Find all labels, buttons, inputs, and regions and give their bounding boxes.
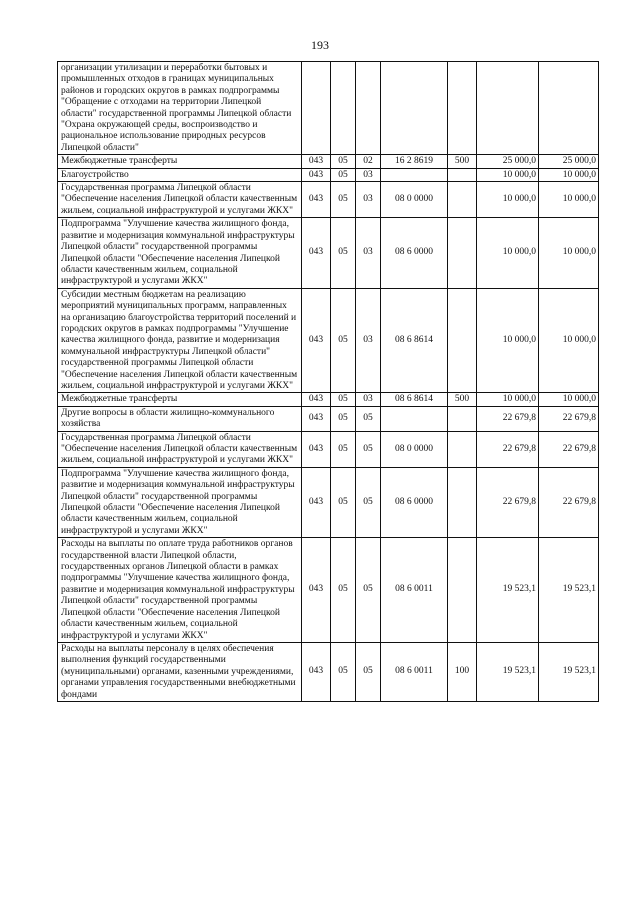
- row-expense-type-cell: 500: [448, 155, 477, 168]
- row-target-code-cell: [381, 62, 448, 155]
- row-subsection-cell: 05: [356, 467, 381, 537]
- row-section-cell: 05: [331, 155, 356, 168]
- row-amount-2-cell: 25 000,0: [539, 155, 599, 168]
- row-expense-type-cell: 500: [448, 393, 477, 406]
- row-amount-2-cell: 19 523,1: [539, 642, 599, 701]
- row-subsection-cell: 02: [356, 155, 381, 168]
- row-name-cell: Государственная программа Липецкой области "Обеспечение населения Липецкой области качественным жильем, социальной инфраструктурой и услугами ЖКХ": [58, 182, 302, 218]
- row-target-code-cell: 08 0 0000: [381, 431, 448, 467]
- row-admin-code-cell: 043: [302, 431, 331, 467]
- row-section-cell: 05: [331, 393, 356, 406]
- row-name-cell: Расходы на выплаты по оплате труда работников органов государственной власти Липецкой области, государственных органов Липецкой области в рамках подпрограммы "Улучшение качества жилищного фонда, развитие и модернизация коммунальной инфраструктуры Липецкой области" государственной программы Липецкой области "Обеспечение населения Липецкой области качественным жильем, социальной инфраструктурой и услугами ЖКХ": [58, 538, 302, 643]
- row-admin-code-cell: 043: [302, 538, 331, 643]
- row-admin-code-cell: 043: [302, 467, 331, 537]
- budget-table: [57, 61, 599, 702]
- row-admin-code-cell: 043: [302, 288, 331, 393]
- row-amount-1-cell: 22 679,8: [477, 467, 539, 537]
- row-name-cell: Субсидии местным бюджетам на реализацию мероприятий муниципальных программ, направленных на организацию благоустройства территорий поселений и городских округов в рамках подпрограммы "Улучшение качества жилищного фонда, развитие и модернизация коммунальной инфраструктуры Липецкой области" государственной программы Липецкой области "Обеспечение населения Липецкой области качественным жильем, социальной инфраструктурой и услугами ЖКХ": [58, 288, 302, 393]
- table-row: [58, 393, 599, 406]
- row-target-code-cell: 16 2 8619: [381, 155, 448, 168]
- row-amount-1-cell: 10 000,0: [477, 182, 539, 218]
- row-admin-code-cell: 043: [302, 168, 331, 181]
- table-row: [58, 431, 599, 467]
- row-name-cell: Государственная программа Липецкой области "Обеспечение населения Липецкой области качественным жильем, социальной инфраструктурой и услугами ЖКХ": [58, 431, 302, 467]
- table-row: [58, 288, 599, 393]
- table-row: [58, 406, 599, 431]
- row-expense-type-cell: [448, 168, 477, 181]
- row-subsection-cell: 03: [356, 182, 381, 218]
- row-amount-2-cell: 10 000,0: [539, 218, 599, 288]
- row-subsection-cell: 03: [356, 393, 381, 406]
- row-subsection-cell: 05: [356, 538, 381, 643]
- row-name-cell: Межбюджетные трансферты: [58, 155, 302, 168]
- row-section-cell: 05: [331, 406, 356, 431]
- row-name-cell: Другие вопросы в области жилищно-коммунального хозяйства: [58, 406, 302, 431]
- table-body: [58, 62, 599, 702]
- row-target-code-cell: 08 6 0000: [381, 218, 448, 288]
- row-subsection-cell: [356, 62, 381, 155]
- row-target-code-cell: [381, 406, 448, 431]
- row-target-code-cell: 08 6 0000: [381, 467, 448, 537]
- row-expense-type-cell: [448, 406, 477, 431]
- row-name-cell: Благоустройство: [58, 168, 302, 181]
- row-admin-code-cell: 043: [302, 218, 331, 288]
- row-admin-code-cell: 043: [302, 406, 331, 431]
- table-row: [58, 168, 599, 181]
- table-row: [58, 62, 599, 155]
- row-amount-1-cell: 10 000,0: [477, 393, 539, 406]
- row-subsection-cell: 05: [356, 642, 381, 701]
- row-expense-type-cell: [448, 538, 477, 643]
- row-expense-type-cell: [448, 288, 477, 393]
- row-name-cell: Подпрограмма "Улучшение качества жилищного фонда, развитие и модернизация коммунальной инфраструктуры Липецкой области" государственной программы Липецкой области "Обеспечение населения Липецкой области качественным жильем, социальной инфраструктурой и услугами ЖКХ": [58, 467, 302, 537]
- row-amount-1-cell: 22 679,8: [477, 431, 539, 467]
- row-expense-type-cell: [448, 467, 477, 537]
- row-amount-1-cell: 10 000,0: [477, 288, 539, 393]
- row-amount-2-cell: 10 000,0: [539, 182, 599, 218]
- row-amount-2-cell: 22 679,8: [539, 406, 599, 431]
- row-admin-code-cell: 043: [302, 182, 331, 218]
- row-target-code-cell: [381, 168, 448, 181]
- table-row: [58, 538, 599, 643]
- row-name-cell: Подпрограмма "Улучшение качества жилищного фонда, развитие и модернизация коммунальной инфраструктуры Липецкой области" государственной программы Липецкой области "Обеспечение населения Липецкой области качественным жильем, социальной инфраструктурой и услугами ЖКХ": [58, 218, 302, 288]
- row-expense-type-cell: [448, 62, 477, 155]
- table-row: [58, 218, 599, 288]
- table-row: [58, 155, 599, 168]
- row-target-code-cell: 08 0 0000: [381, 182, 448, 218]
- row-amount-2-cell: 22 679,8: [539, 431, 599, 467]
- row-expense-type-cell: 100: [448, 642, 477, 701]
- table-row: [58, 642, 599, 701]
- page-number: 193: [311, 38, 329, 52]
- row-section-cell: 05: [331, 431, 356, 467]
- row-amount-1-cell: [477, 62, 539, 155]
- row-section-cell: 05: [331, 467, 356, 537]
- row-name-cell: Межбюджетные трансферты: [58, 393, 302, 406]
- row-section-cell: 05: [331, 218, 356, 288]
- row-expense-type-cell: [448, 431, 477, 467]
- row-subsection-cell: 03: [356, 168, 381, 181]
- row-amount-2-cell: 10 000,0: [539, 168, 599, 181]
- row-amount-2-cell: 10 000,0: [539, 393, 599, 406]
- table-row: [58, 467, 599, 537]
- row-admin-code-cell: [302, 62, 331, 155]
- row-section-cell: 05: [331, 642, 356, 701]
- row-amount-1-cell: 22 679,8: [477, 406, 539, 431]
- row-section-cell: 05: [331, 182, 356, 218]
- row-target-code-cell: 08 6 0011: [381, 642, 448, 701]
- row-subsection-cell: 05: [356, 406, 381, 431]
- row-section-cell: [331, 62, 356, 155]
- row-amount-2-cell: 19 523,1: [539, 538, 599, 643]
- row-admin-code-cell: 043: [302, 155, 331, 168]
- row-amount-1-cell: 25 000,0: [477, 155, 539, 168]
- row-target-code-cell: 08 6 8614: [381, 393, 448, 406]
- row-amount-1-cell: 10 000,0: [477, 218, 539, 288]
- row-subsection-cell: 03: [356, 218, 381, 288]
- row-amount-1-cell: 10 000,0: [477, 168, 539, 181]
- row-amount-1-cell: 19 523,1: [477, 642, 539, 701]
- row-section-cell: 05: [331, 288, 356, 393]
- row-amount-2-cell: 10 000,0: [539, 288, 599, 393]
- table-row: [58, 182, 599, 218]
- row-target-code-cell: 08 6 0011: [381, 538, 448, 643]
- row-amount-2-cell: [539, 62, 599, 155]
- row-amount-2-cell: 22 679,8: [539, 467, 599, 537]
- row-section-cell: 05: [331, 168, 356, 181]
- row-expense-type-cell: [448, 218, 477, 288]
- row-name-cell: Расходы на выплаты персоналу в целях обеспечения выполнения функций государственными (муниципальными) органами, казенными учреждениями, органами управления государственными внебюджетными фондами: [58, 642, 302, 701]
- row-target-code-cell: 08 6 8614: [381, 288, 448, 393]
- row-admin-code-cell: 043: [302, 642, 331, 701]
- row-admin-code-cell: 043: [302, 393, 331, 406]
- row-amount-1-cell: 19 523,1: [477, 538, 539, 643]
- row-expense-type-cell: [448, 182, 477, 218]
- row-section-cell: 05: [331, 538, 356, 643]
- row-subsection-cell: 03: [356, 288, 381, 393]
- row-name-cell: организации утилизации и переработки бытовых и промышленных отходов в границах муниципальных районов и городских округов в рамках подпрограммы "Обращение с отходами на территории Липецкой области" государственной программы Липецкой области "Охрана окружающей среды, воспроизводство и рациональное использование природных ресурсов Липецкой области": [58, 62, 302, 155]
- row-subsection-cell: 05: [356, 431, 381, 467]
